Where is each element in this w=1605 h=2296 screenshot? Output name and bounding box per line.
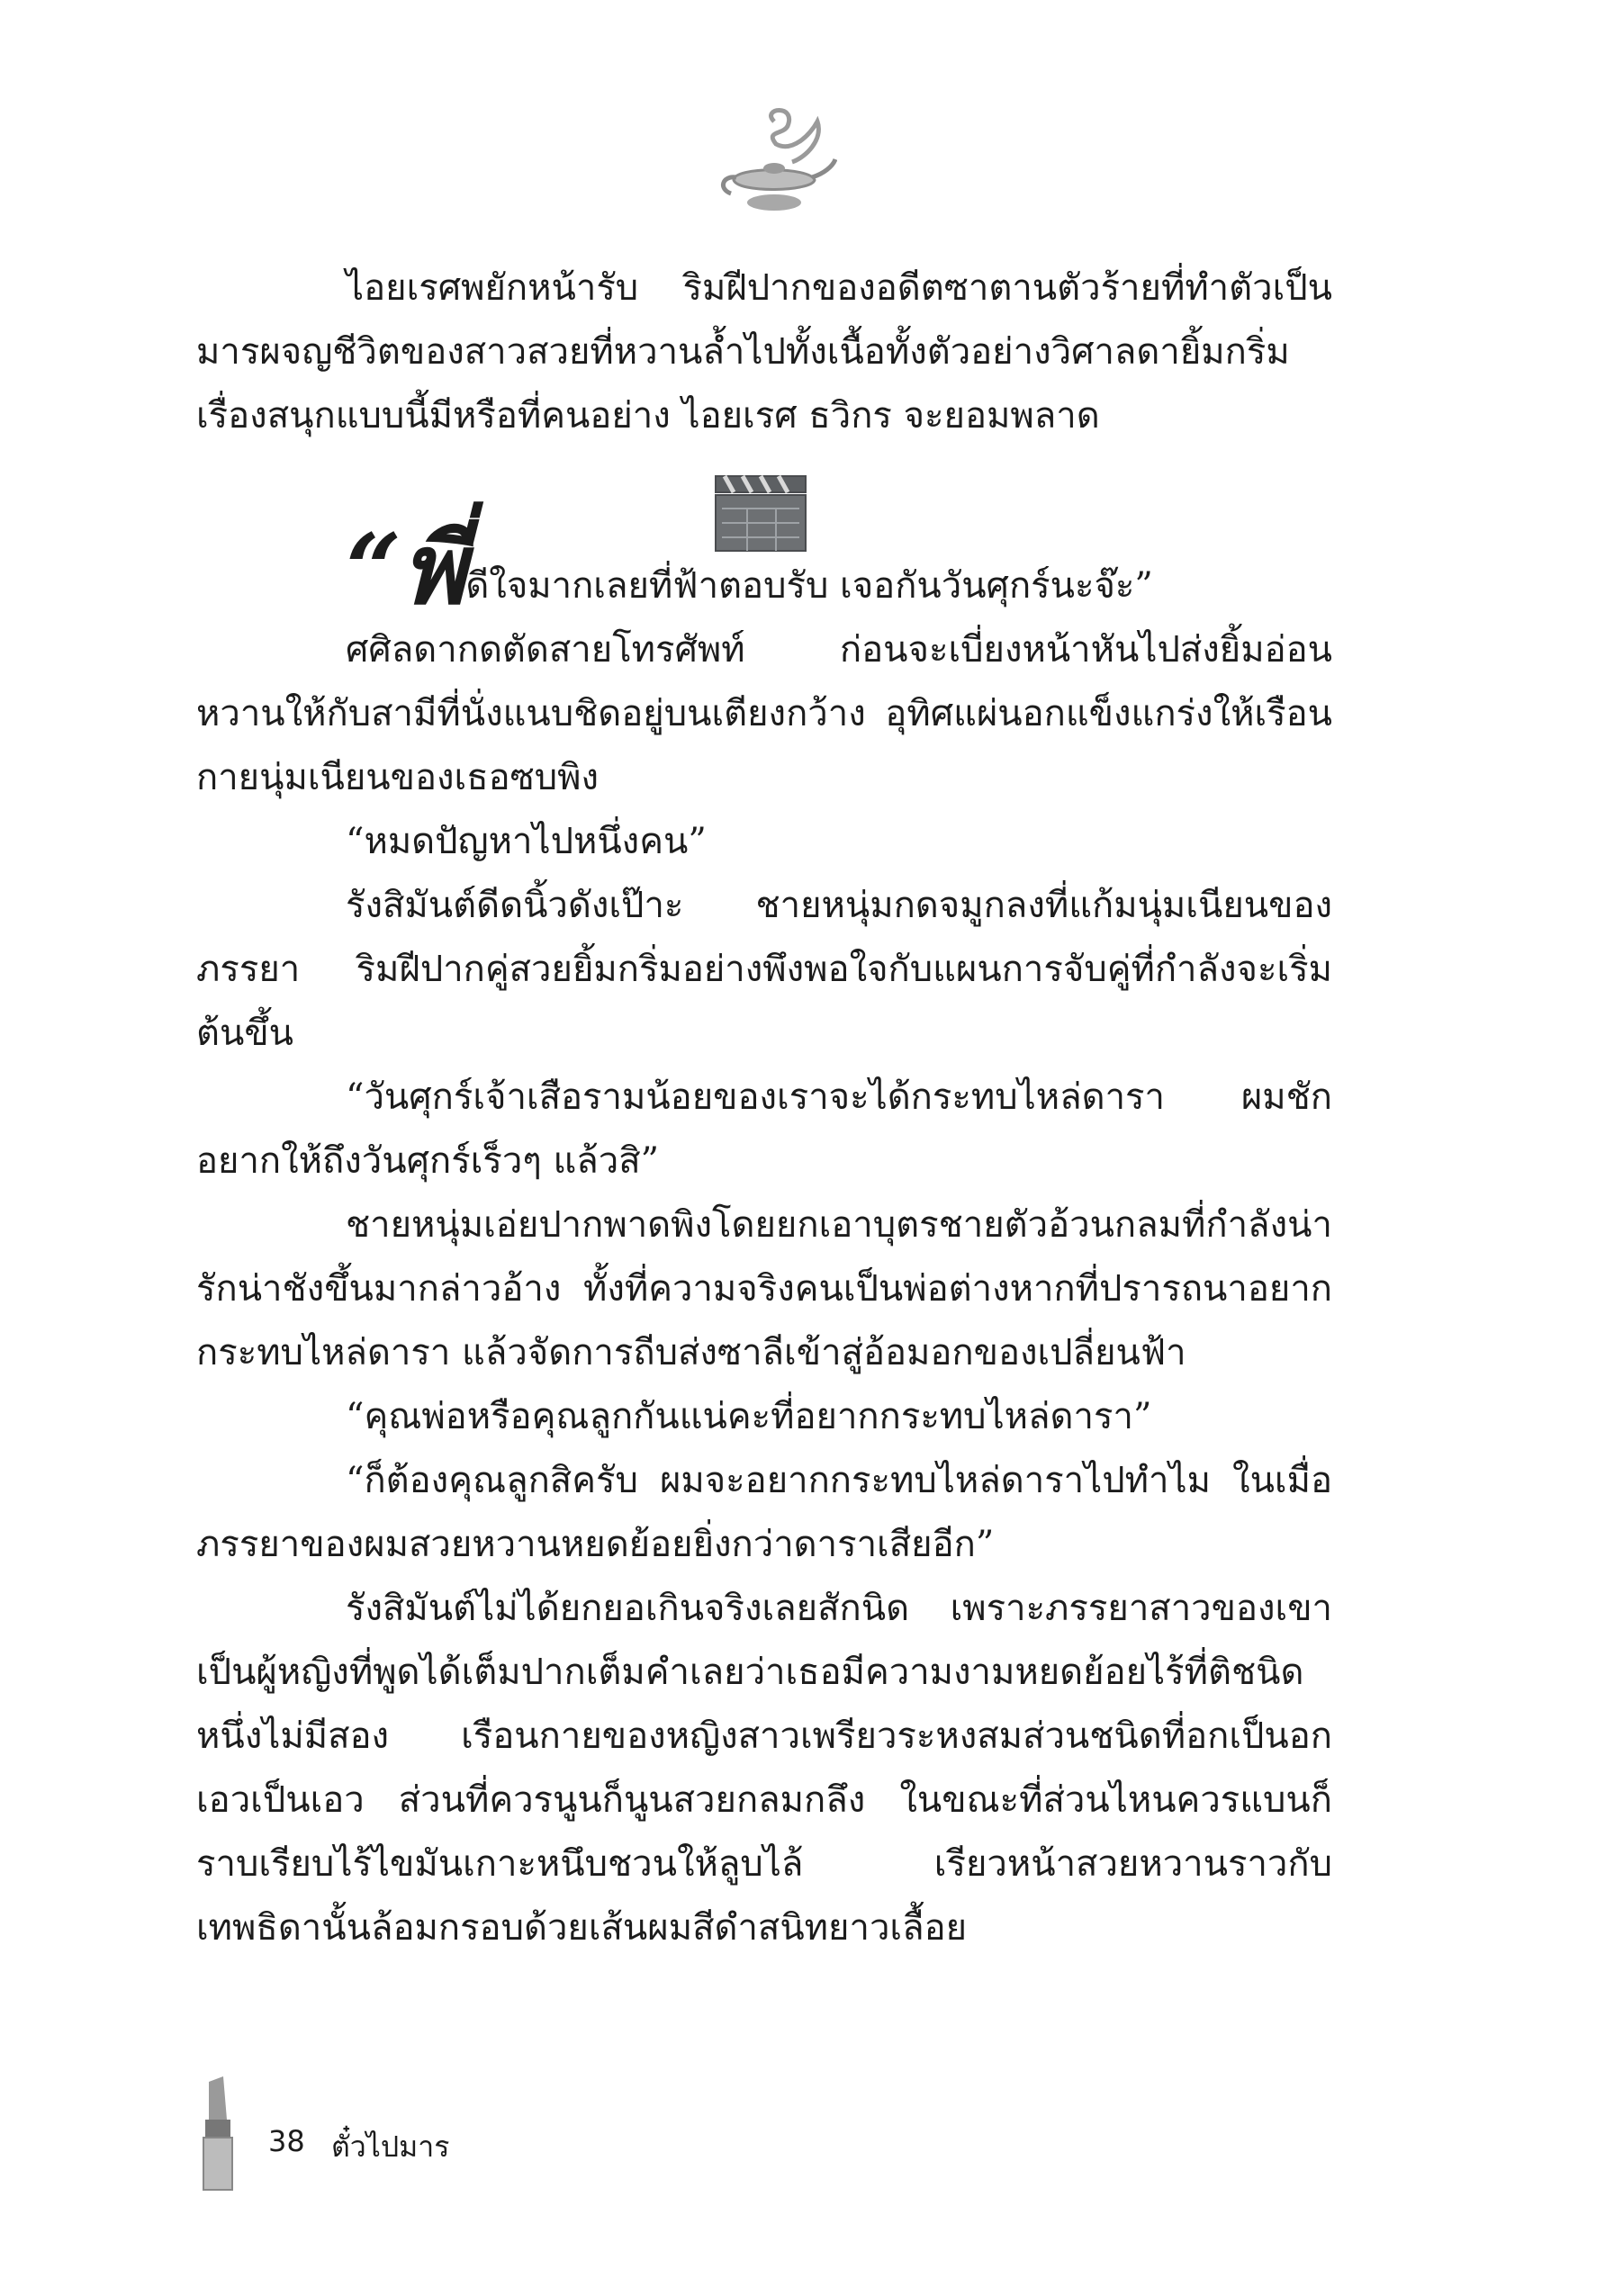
paragraph: ไอยเรศพยักหน้ารับ ริมฝีปากของอดีตซาตานตัวร้ายที่ทำตัวเป็นมารผจญชีวิตของสาวสวยที่หวานล้ำไปทั้งเนื้อทั้งตัวอย่างวิศาลดายิ้มกริ่ม เรื่องสนุกแบบนี้มีหรือที่คนอย่าง ไอยเรศ ธวิกร จะยอมพลาด <box>196 267 1332 437</box>
lipstick-icon <box>196 2075 241 2192</box>
drop-cap: “พี่ <box>346 513 466 626</box>
paragraph: “หมดปัญหาไปหนึ่งคน” <box>346 821 707 862</box>
genie-lamp-icon <box>711 104 837 221</box>
paragraph: รังสิมันต์ไม่ได้ยกยอเกินจริงเลยสักนิด เพราะภรรยาสาวของเขาเป็นผู้หญิงที่พูดได้เต็มปากเต็มคำเลยว่าเธอมีความงามหยดย้อยไร้ที่ติชนิดหนึ่งไม่มีสอง เรือนกายของหญิงสาวเพรียวระหงสมส่วนชนิดที่อกเป็นอก เอวเป็นเอว ส่วนที่ควรนูนก็นูนสวยกลมกลึง ในขณะที่ส่วนไหนควรแบนก็ราบเรียบไร้ไขมันเกาะหนึบชวนให้ลูบไล้ เรียวหน้าสวยหวานราวกับเทพธิดานั้นล้อมกรอบด้วยเส้นผมสีดำสนิทยาวเลื้อย <box>196 1588 1332 1949</box>
dropcap-line-rest: ดีใจมากเลยที่ฟ้าตอบรับ เจอกันวันศุกร์นะจ๊ะ” <box>465 565 1153 607</box>
paragraph: “วันศุกร์เจ้าเสือรามน้อยของเราจะได้กระทบไหล่ดารา ผมชักอยากให้ถึงวันศุกร์เร็วๆ แล้วสิ” <box>196 1076 1332 1182</box>
dialogue-dropcap-line <box>196 513 1332 626</box>
opening-text <box>196 257 1332 448</box>
paragraph: “ก็ต้องคุณลูกสิครับ ผมจะอยากกระทบไหล่ดาราไปทำไม ในเมื่อภรรยาของผมสวยหวานหยดย้อยยิ่งกว่าดาราเสียอีก” <box>196 1460 1332 1565</box>
main-text <box>196 513 1332 1960</box>
book-title: ตั๋วไปมาร <box>331 2129 450 2164</box>
page-footer <box>196 2075 646 2183</box>
page-number: 38 <box>268 2124 305 2158</box>
paragraph: ชายหนุ่มเอ่ยปากพาดพิงโดยยกเอาบุตรชายตัวอ้วนกลมที่กำลังน่ารักน่าชังขึ้นมากล่าวอ้าง ทั้งที่ความจริงคนเป็นพ่อต่างหากที่ปรารถนาอยากกระทบไหล่ดารา แล้วจัดการถีบส่งซาลีเข้าสู่อ้อมอกของเปลี่ยนฟ้า <box>196 1204 1332 1373</box>
paragraph: ศศิลดากดตัดสายโทรศัพท์ ก่อนจะเบี่ยงหน้าหันไปส่งยิ้มอ่อนหวานให้กับสามีที่นั่งแนบชิดอยู่บนเตียงกว้าง อุทิศแผ่นอกแข็งแกร่งให้เรือนกายนุ่มเนียนของเธอซบพิง <box>196 629 1332 798</box>
paragraph: รังสิมันต์ดีดนิ้วดังเป๊าะ ชายหนุ่มกดจมูกลงที่แก้มนุ่มเนียนของภรรยา ริมฝีปากคู่สวยยิ้มกริ่มอย่างพึงพอใจกับแผนการจับคู่ที่กำลังจะเริ่มต้นขึ้น <box>196 885 1332 1054</box>
paragraph: “คุณพ่อหรือคุณลูกกันแน่คะที่อยากกระทบไหล่ดารา” <box>346 1396 1152 1437</box>
